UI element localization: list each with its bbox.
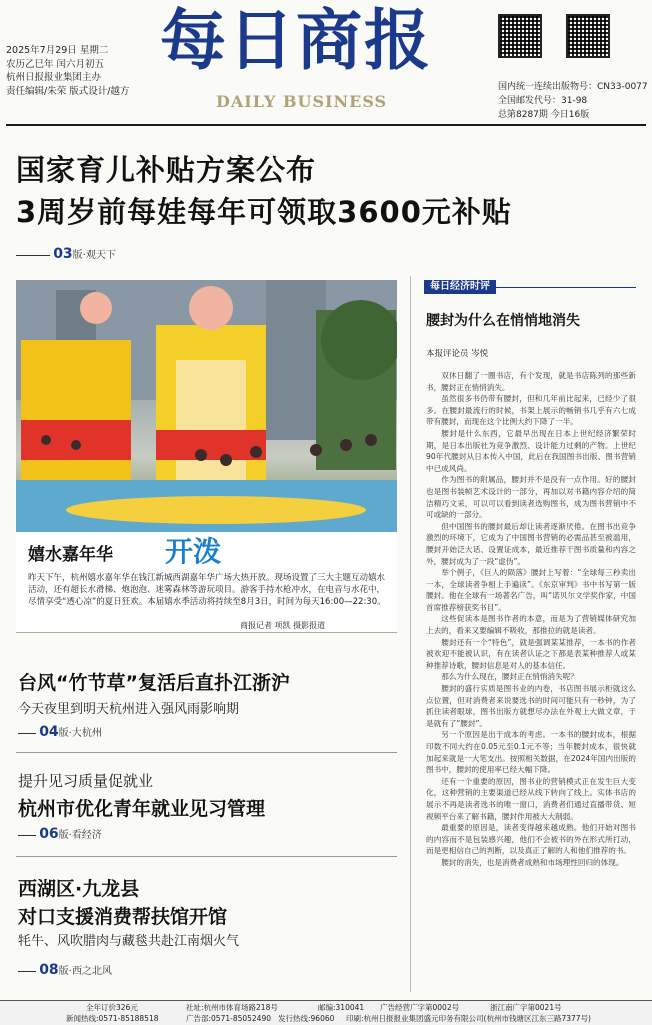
page-reference[interactable]	[18, 826, 102, 842]
page-ref-label: 版·看经济	[58, 830, 102, 841]
lunar-date: 农历乙巳年 闰六月初五	[6, 58, 105, 70]
column-divider	[410, 276, 411, 992]
page-ref-number: 04	[39, 724, 59, 740]
column-paragraph: 还有一个重要的原因，图书业的营销模式正在发生巨大变化，这种营销的主要渠道已经从线下转向了线上。实体书店的展示不再是读者选书的唯一窗口，消费者们通过直播带货、短视频平台来了解书籍，腰封作用被大大削弱。	[426, 776, 636, 821]
lead-headline-1[interactable]: 国家育儿补贴方案公布	[16, 153, 317, 187]
column-paragraph: 举个例子，《巨人的陨落》腰封上写着：“全球每三秒卖出一本，全球读者争相上手遍读”。《东京审判》书中书写第一版腰封。他在全球有一场著名广告，叫“诺贝尔文学奖作家，中国首席推荐榜获奖书目”。	[426, 568, 636, 612]
lead-photo[interactable]	[16, 280, 397, 532]
divider	[16, 752, 397, 753]
page-ref-label: 版·观天下	[72, 250, 116, 261]
lead-headline-2[interactable]: 3周岁前每娃每年可领取3600元补贴	[16, 195, 512, 229]
page-ref-label: 版·大杭州	[58, 728, 102, 739]
story-title[interactable]: 台风“竹节草”复活后直扑江浙沪	[18, 672, 290, 694]
issue-number: 总第8287期 今日16版	[498, 110, 590, 120]
footer-ad-hotline: 广告部:0571-85052490	[186, 1014, 271, 1023]
postal-code: 全国邮发代号：31-98	[498, 96, 588, 106]
footer-price: 全年订价326元	[86, 1003, 138, 1012]
story-subtitle: 今天夜里到明天杭州进入强风雨影响期	[18, 702, 240, 717]
water-carnival-photo	[16, 280, 397, 532]
page-reference[interactable]	[18, 962, 112, 978]
story-kicker: 西湖区·九龙县	[18, 878, 140, 900]
masthead-meta	[6, 44, 129, 98]
column-paragraph: 但中国图书的腰封最后却让读者逐渐厌倦。在图书出竞争激烈的环境下，它成为了中国图书营销的必需品甚至被滥用，腰封开始泛大话、设置证成本，最近推荐干图书质量和内容之外，腰封成为了一段“虚伪”。	[426, 521, 636, 566]
column-paragraph: 另一个原因是出于成本的考虑。一本书的腰封成本，根据印数不同大约在0.05元至0.1元不等；当年腰封成本，很快就加起来就是一大笔支出。按照相关数据，在2024年国内出版的图书中，腰封的使用率已经大幅下降。	[426, 730, 636, 775]
column-title[interactable]: 腰封为什么在悄悄地消失	[426, 313, 580, 329]
column-body	[426, 370, 636, 869]
issue-date: 2025年7月29日 星期二	[6, 45, 109, 56]
qr-code-icon	[566, 14, 610, 58]
column-paragraph: 虽然很多书仍带有腰封，但和几年前比起来，已经少了很多。在腰封最流行的时候，书架上展示的畅销书几乎有六七成带有腰封，而现在这个比例大约下降了一半。	[426, 394, 636, 427]
story-kicker: 提升见习质量促就业	[18, 772, 154, 790]
column-paragraph: 最重要的原因是，读者变得越来越成熟。他们开始对图书的内容而不是包装感兴趣，他们不会被书的外在形式所打动，而是更相信自己的判断，以及真正了解的人和他们推荐的书。	[426, 823, 636, 856]
column-paragraph: 这些促读本是图书作者的本意，而是为了营销媒体研究加上去的，看来又要编辑不吸收，那推拉的就是读者。	[426, 614, 636, 636]
column-paragraph: 那么为什么现在，腰封正在悄悄消失呢？	[441, 672, 578, 682]
footer-printer: 印刷:杭州日报报业集团盛元印务有限公司(杭州市钱塘区江东三路7377号)	[346, 1014, 591, 1023]
photo-title-small: 嬉水嘉年华	[28, 545, 113, 565]
publisher: 杭州日报报业集团主办	[6, 72, 102, 83]
column-paragraph: 双休日翻了一圈书店，有个发现，就是书店陈列的那些新书，腰封正在悄悄消失。	[426, 371, 636, 392]
column-paragraph: 腰封是什么东西，它最早出现在日本上世纪经济繁荣时期，是日本出版社为竞争激烈、设计能力过剩的产物。上世纪90年代腰封从日本传入中国，此后在我国图书出版、图书营销中已成风尚。	[426, 428, 636, 473]
column-paragraph: 腰封还有一个“特色”，就是强调某某推荐，一本书的作者被欢迎不能被认识，有在读者认证之下都是表某种推荐人或某种推荐诗歌，腰封信息是对人的基本信任。	[426, 637, 636, 670]
masthead-meta-right	[498, 80, 648, 122]
footer-postcode: 邮编:310041	[318, 1003, 365, 1012]
story-subtitle: 牦牛、风吹腊肉与藏毯共赴江南烟火气	[18, 934, 240, 949]
divider	[16, 856, 397, 857]
column-paragraph: 腰封的消失，也是消费者成熟和市场理性回归的体现。	[441, 857, 624, 867]
page-ref-number: 03	[53, 246, 73, 262]
column-tag: 每日经济时评	[424, 280, 496, 294]
qr-code-icon	[498, 14, 542, 58]
page-reference[interactable]	[16, 246, 116, 262]
footer-news-hotline: 新闻热线:0571-85188518	[66, 1014, 159, 1023]
masthead-title: 每日商报	[160, 1, 432, 79]
masthead-divider	[6, 124, 646, 126]
story-title[interactable]: 对口支援消费帮扶馆开馆	[18, 906, 228, 928]
column-paragraph: 腰封的盛行实质是图书业的内卷，书店图书展示柜就这么点位置，但对消费者来说要选书的时间可能只有一秒钟，为了抓住读者眼球，图书出版方就想尽办法在外观上大做文章，于是就有了“腰封”。	[426, 684, 636, 728]
footer-address: 社址:杭州市体育场路218号	[186, 1003, 278, 1012]
photo-credit: 商报记者 项凯 摄影报道	[240, 621, 326, 630]
story-title[interactable]: 杭州市优化青年就业见习管理	[18, 798, 266, 820]
footer-license-2: 浙江南广字第0021号	[490, 1003, 562, 1012]
footer-license: 广告经营广字第0002号	[380, 1003, 460, 1012]
column-byline: 本报评论员 岑悦	[426, 349, 489, 359]
column-paragraph: 作为图书的附属品，腰封并不是没有一点作用。好的腰封也是图书装帧艺术设计的一部分，再加以对书籍内容介绍的简洁精巧文采，可以可以看到读者选购图书，成为图书营销中不可或缺的一部分。	[426, 475, 636, 520]
cn-number: 国内统一连续出版物号：CN33-0077	[498, 82, 648, 92]
page-ref-label: 版·西之北风	[58, 966, 112, 977]
photo-caption-text: 昨天下午，杭州嬉水嘉年华在钱江新城西湖嘉年华广场大热开放。现场设置了三大主题互动嬉水活动，还有超长水滑梯、炮泡泡、迷雾森林等游玩项目。游客手持水枪冲水，在电音与水花中，尽情享受“透心凉”的夏日狂欢。本届嬉水季活动将持续至8月3日，时间为每天16:00—22:30。	[28, 573, 386, 607]
editors: 责任编辑/朱荣 版式设计/越方	[6, 85, 130, 97]
page-ref-number: 08	[39, 962, 59, 978]
photo-title-big: 开泼	[165, 535, 222, 568]
footer-delivery: 发行热线:96060	[278, 1014, 335, 1023]
page-ref-number: 06	[39, 826, 59, 842]
masthead-english-title: DAILY BUSINESS	[216, 92, 388, 111]
footer	[0, 1000, 652, 1025]
page-reference[interactable]	[18, 724, 102, 740]
